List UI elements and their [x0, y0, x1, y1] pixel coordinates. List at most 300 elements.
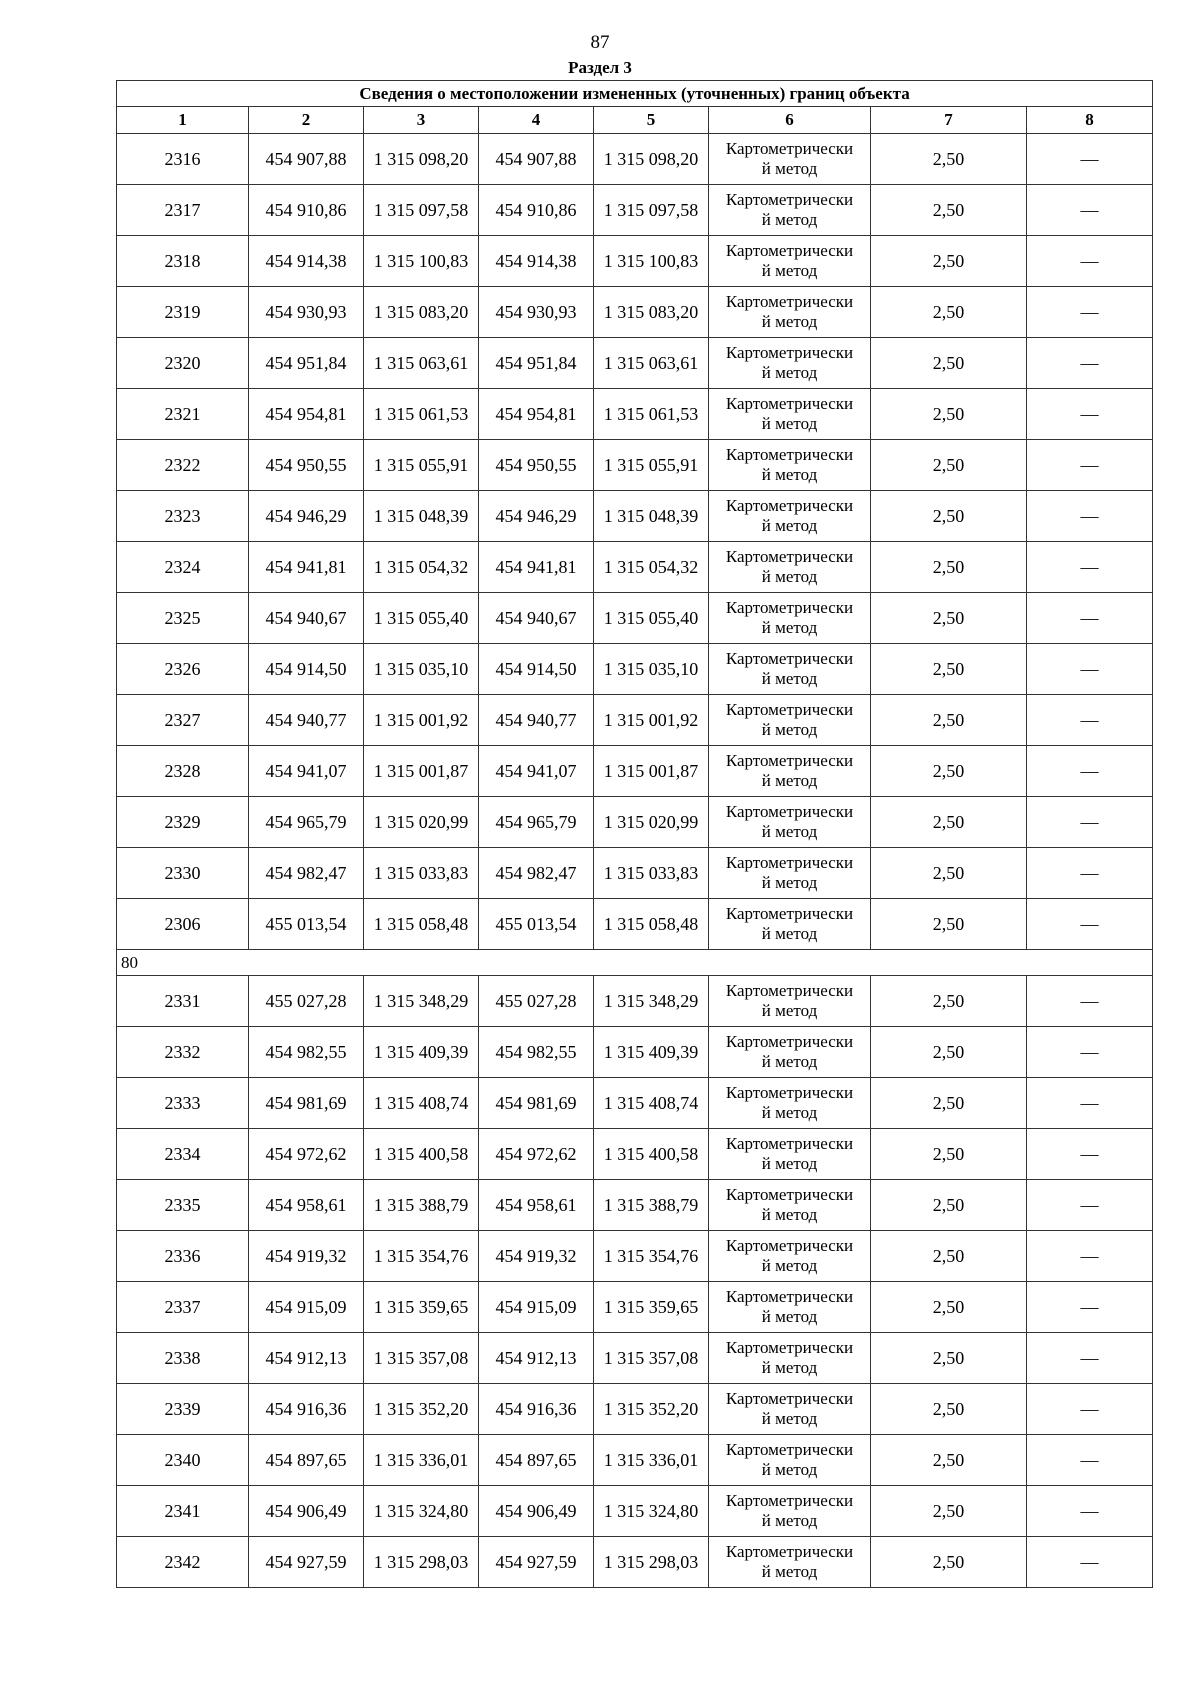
accuracy-cell: 2,50 [871, 185, 1027, 236]
note-cell: — [1027, 185, 1153, 236]
method-line-2: й метод [761, 210, 818, 229]
table-row [117, 976, 1153, 1027]
y-existing-cell: 1 315 348,29 [364, 976, 479, 1027]
table-row [117, 440, 1153, 491]
note-cell: — [1027, 848, 1153, 899]
note-cell: — [1027, 1180, 1153, 1231]
method-line-2: й метод [761, 1103, 818, 1122]
y-existing-cell: 1 315 354,76 [364, 1231, 479, 1282]
point-id-cell: 2333 [117, 1078, 249, 1129]
method-cell [709, 644, 871, 695]
method-cell [709, 1384, 871, 1435]
point-id-cell: 2334 [117, 1129, 249, 1180]
x-new-cell: 454 916,36 [479, 1384, 594, 1435]
x-existing-cell: 454 950,55 [249, 440, 364, 491]
table-row [117, 287, 1153, 338]
x-existing-cell: 454 946,29 [249, 491, 364, 542]
accuracy-cell: 2,50 [871, 1486, 1027, 1537]
x-existing-cell: 454 940,77 [249, 695, 364, 746]
x-new-cell: 454 927,59 [479, 1537, 594, 1588]
method-line-1: Картометрически [725, 751, 854, 770]
y-new-cell: 1 315 400,58 [594, 1129, 709, 1180]
table-body [117, 134, 1153, 1588]
x-existing-cell: 454 927,59 [249, 1537, 364, 1588]
column-header: 7 [871, 107, 1027, 134]
y-existing-cell: 1 315 400,58 [364, 1129, 479, 1180]
method-line-1: Картометрически [725, 1491, 854, 1510]
note-cell: — [1027, 1129, 1153, 1180]
method-line-2: й метод [761, 1154, 818, 1173]
note-cell: — [1027, 1435, 1153, 1486]
method-line-1: Картометрически [725, 853, 854, 872]
table-row [117, 338, 1153, 389]
accuracy-cell: 2,50 [871, 1231, 1027, 1282]
column-header: 4 [479, 107, 594, 134]
point-id-cell: 2341 [117, 1486, 249, 1537]
x-new-cell: 454 972,62 [479, 1129, 594, 1180]
x-existing-cell: 454 907,88 [249, 134, 364, 185]
point-id-cell: 2327 [117, 695, 249, 746]
method-line-2: й метод [761, 1460, 818, 1479]
point-id-cell: 2340 [117, 1435, 249, 1486]
x-new-cell: 454 906,49 [479, 1486, 594, 1537]
x-existing-cell: 454 941,07 [249, 746, 364, 797]
y-existing-cell: 1 315 001,92 [364, 695, 479, 746]
method-cell [709, 746, 871, 797]
accuracy-cell: 2,50 [871, 389, 1027, 440]
x-new-cell: 454 951,84 [479, 338, 594, 389]
y-existing-cell: 1 315 409,39 [364, 1027, 479, 1078]
x-new-cell: 454 914,38 [479, 236, 594, 287]
method-line-1: Картометрически [725, 496, 854, 515]
accuracy-cell: 2,50 [871, 1078, 1027, 1129]
x-existing-cell: 454 940,67 [249, 593, 364, 644]
x-new-cell: 454 958,61 [479, 1180, 594, 1231]
x-existing-cell: 454 916,36 [249, 1384, 364, 1435]
column-header-row [117, 107, 1153, 134]
x-existing-cell: 455 027,28 [249, 976, 364, 1027]
note-cell: — [1027, 746, 1153, 797]
method-line-2: й метод [761, 1562, 818, 1581]
table-row [117, 1231, 1153, 1282]
y-existing-cell: 1 315 097,58 [364, 185, 479, 236]
method-line-2: й метод [761, 1256, 818, 1275]
y-existing-cell: 1 315 100,83 [364, 236, 479, 287]
method-cell [709, 440, 871, 491]
method-cell [709, 1282, 871, 1333]
accuracy-cell: 2,50 [871, 695, 1027, 746]
accuracy-cell: 2,50 [871, 644, 1027, 695]
accuracy-cell: 2,50 [871, 1027, 1027, 1078]
note-cell: — [1027, 236, 1153, 287]
accuracy-cell: 2,50 [871, 338, 1027, 389]
y-new-cell: 1 315 020,99 [594, 797, 709, 848]
method-line-1: Картометрически [725, 1134, 854, 1153]
accuracy-cell: 2,50 [871, 1282, 1027, 1333]
table-row [117, 1027, 1153, 1078]
method-cell [709, 797, 871, 848]
method-cell [709, 1078, 871, 1129]
accuracy-cell: 2,50 [871, 1129, 1027, 1180]
y-new-cell: 1 315 100,83 [594, 236, 709, 287]
point-id-cell: 2317 [117, 185, 249, 236]
method-line-1: Картометрически [725, 1287, 854, 1306]
table-row [117, 797, 1153, 848]
y-new-cell: 1 315 001,87 [594, 746, 709, 797]
contour-number: 80 [117, 950, 1153, 976]
x-new-cell: 454 910,86 [479, 185, 594, 236]
point-id-cell: 2323 [117, 491, 249, 542]
method-line-1: Картометрически [725, 343, 854, 362]
y-new-cell: 1 315 001,92 [594, 695, 709, 746]
point-id-cell: 2321 [117, 389, 249, 440]
accuracy-cell: 2,50 [871, 1180, 1027, 1231]
point-id-cell: 2329 [117, 797, 249, 848]
y-existing-cell: 1 315 324,80 [364, 1486, 479, 1537]
table-row [117, 1180, 1153, 1231]
note-cell: — [1027, 491, 1153, 542]
note-cell: — [1027, 1282, 1153, 1333]
method-cell [709, 1231, 871, 1282]
x-new-cell: 454 941,81 [479, 542, 594, 593]
method-line-1: Картометрически [725, 445, 854, 464]
method-line-2: й метод [761, 618, 818, 637]
note-cell: — [1027, 389, 1153, 440]
y-new-cell: 1 315 033,83 [594, 848, 709, 899]
x-existing-cell: 454 906,49 [249, 1486, 364, 1537]
y-existing-cell: 1 315 055,91 [364, 440, 479, 491]
method-line-2: й метод [761, 261, 818, 280]
table-row [117, 1435, 1153, 1486]
method-line-1: Картометрически [725, 394, 854, 413]
method-line-1: Картометрически [725, 292, 854, 311]
method-cell [709, 338, 871, 389]
method-line-2: й метод [761, 1205, 818, 1224]
method-cell [709, 236, 871, 287]
point-id-cell: 2316 [117, 134, 249, 185]
y-existing-cell: 1 315 063,61 [364, 338, 479, 389]
method-cell [709, 1435, 871, 1486]
point-id-cell: 2306 [117, 899, 249, 950]
accuracy-cell: 2,50 [871, 1537, 1027, 1588]
y-new-cell: 1 315 359,65 [594, 1282, 709, 1333]
y-existing-cell: 1 315 020,99 [364, 797, 479, 848]
y-existing-cell: 1 315 061,53 [364, 389, 479, 440]
x-new-cell: 454 982,55 [479, 1027, 594, 1078]
method-cell [709, 1333, 871, 1384]
x-existing-cell: 454 914,38 [249, 236, 364, 287]
accuracy-cell: 2,50 [871, 287, 1027, 338]
table-row [117, 542, 1153, 593]
x-new-cell: 454 940,67 [479, 593, 594, 644]
column-header: 5 [594, 107, 709, 134]
x-existing-cell: 454 919,32 [249, 1231, 364, 1282]
y-existing-cell: 1 315 054,32 [364, 542, 479, 593]
point-id-cell: 2335 [117, 1180, 249, 1231]
x-existing-cell: 454 972,62 [249, 1129, 364, 1180]
y-existing-cell: 1 315 055,40 [364, 593, 479, 644]
y-existing-cell: 1 315 336,01 [364, 1435, 479, 1486]
method-line-1: Картометрически [725, 241, 854, 260]
method-cell [709, 491, 871, 542]
method-line-1: Картометрически [725, 981, 854, 1000]
method-line-2: й метод [761, 1511, 818, 1530]
table-row [117, 1333, 1153, 1384]
accuracy-cell: 2,50 [871, 797, 1027, 848]
table-row [117, 593, 1153, 644]
x-new-cell: 455 013,54 [479, 899, 594, 950]
method-cell [709, 287, 871, 338]
x-new-cell: 454 915,09 [479, 1282, 594, 1333]
accuracy-cell: 2,50 [871, 491, 1027, 542]
y-new-cell: 1 315 058,48 [594, 899, 709, 950]
y-new-cell: 1 315 048,39 [594, 491, 709, 542]
y-existing-cell: 1 315 058,48 [364, 899, 479, 950]
point-id-cell: 2328 [117, 746, 249, 797]
method-line-1: Картометрически [725, 1389, 854, 1408]
x-new-cell: 454 941,07 [479, 746, 594, 797]
boundary-coordinates-table [116, 80, 1153, 1588]
method-line-2: й метод [761, 363, 818, 382]
y-existing-cell: 1 315 098,20 [364, 134, 479, 185]
x-new-cell: 454 954,81 [479, 389, 594, 440]
method-line-1: Картометрически [725, 1440, 854, 1459]
method-cell [709, 593, 871, 644]
method-cell [709, 389, 871, 440]
method-cell [709, 1486, 871, 1537]
table-row [117, 1282, 1153, 1333]
method-line-1: Картометрически [725, 1338, 854, 1357]
x-existing-cell: 454 982,55 [249, 1027, 364, 1078]
note-cell: — [1027, 1027, 1153, 1078]
x-new-cell: 454 946,29 [479, 491, 594, 542]
method-line-1: Картометрически [725, 598, 854, 617]
page-number: 87 [590, 32, 610, 53]
table-row [117, 236, 1153, 287]
accuracy-cell: 2,50 [871, 134, 1027, 185]
method-line-2: й метод [761, 516, 818, 535]
method-line-1: Картометрически [725, 1542, 854, 1561]
point-id-cell: 2331 [117, 976, 249, 1027]
x-existing-cell: 455 013,54 [249, 899, 364, 950]
table-caption: Сведения о местоположении измененных (уточненных) границ объекта [117, 81, 1153, 107]
x-new-cell: 454 982,47 [479, 848, 594, 899]
x-existing-cell: 454 914,50 [249, 644, 364, 695]
note-cell: — [1027, 1333, 1153, 1384]
accuracy-cell: 2,50 [871, 1333, 1027, 1384]
table-row [117, 695, 1153, 746]
note-cell: — [1027, 542, 1153, 593]
x-new-cell: 454 965,79 [479, 797, 594, 848]
column-header: 6 [709, 107, 871, 134]
method-line-2: й метод [761, 465, 818, 484]
method-line-2: й метод [761, 567, 818, 586]
y-new-cell: 1 315 055,40 [594, 593, 709, 644]
table-row [117, 848, 1153, 899]
table-row [117, 491, 1153, 542]
y-new-cell: 1 315 324,80 [594, 1486, 709, 1537]
method-line-1: Картометрически [725, 1236, 854, 1255]
point-id-cell: 2326 [117, 644, 249, 695]
note-cell: — [1027, 134, 1153, 185]
section-title: Раздел 3 [568, 58, 632, 77]
method-cell [709, 185, 871, 236]
note-cell: — [1027, 1231, 1153, 1282]
y-new-cell: 1 315 055,91 [594, 440, 709, 491]
note-cell: — [1027, 644, 1153, 695]
column-header: 2 [249, 107, 364, 134]
y-existing-cell: 1 315 352,20 [364, 1384, 479, 1435]
x-existing-cell: 454 897,65 [249, 1435, 364, 1486]
note-cell: — [1027, 695, 1153, 746]
x-new-cell: 454 950,55 [479, 440, 594, 491]
note-cell: — [1027, 899, 1153, 950]
x-new-cell: 454 914,50 [479, 644, 594, 695]
point-id-cell: 2325 [117, 593, 249, 644]
y-new-cell: 1 315 348,29 [594, 976, 709, 1027]
note-cell: — [1027, 1537, 1153, 1588]
y-existing-cell: 1 315 359,65 [364, 1282, 479, 1333]
note-cell: — [1027, 797, 1153, 848]
method-line-1: Картометрически [725, 700, 854, 719]
method-cell [709, 899, 871, 950]
method-line-2: й метод [761, 873, 818, 892]
point-id-cell: 2338 [117, 1333, 249, 1384]
method-cell [709, 695, 871, 746]
table-row [117, 1078, 1153, 1129]
accuracy-cell: 2,50 [871, 976, 1027, 1027]
method-line-1: Картометрически [725, 802, 854, 821]
method-line-2: й метод [761, 159, 818, 178]
point-id-cell: 2330 [117, 848, 249, 899]
accuracy-cell: 2,50 [871, 593, 1027, 644]
point-id-cell: 2336 [117, 1231, 249, 1282]
method-cell [709, 1537, 871, 1588]
table-row [117, 389, 1153, 440]
x-existing-cell: 454 915,09 [249, 1282, 364, 1333]
x-existing-cell: 454 981,69 [249, 1078, 364, 1129]
contour-group-row [117, 950, 1153, 976]
y-new-cell: 1 315 298,03 [594, 1537, 709, 1588]
accuracy-cell: 2,50 [871, 1435, 1027, 1486]
x-existing-cell: 454 951,84 [249, 338, 364, 389]
point-id-cell: 2342 [117, 1537, 249, 1588]
column-header: 8 [1027, 107, 1153, 134]
y-existing-cell: 1 315 408,74 [364, 1078, 479, 1129]
x-existing-cell: 454 954,81 [249, 389, 364, 440]
method-line-2: й метод [761, 1358, 818, 1377]
method-line-1: Картометрически [725, 547, 854, 566]
accuracy-cell: 2,50 [871, 746, 1027, 797]
accuracy-cell: 2,50 [871, 440, 1027, 491]
x-new-cell: 454 940,77 [479, 695, 594, 746]
method-line-2: й метод [761, 822, 818, 841]
method-cell [709, 134, 871, 185]
accuracy-cell: 2,50 [871, 899, 1027, 950]
note-cell: — [1027, 593, 1153, 644]
x-new-cell: 454 919,32 [479, 1231, 594, 1282]
note-cell: — [1027, 976, 1153, 1027]
x-existing-cell: 454 930,93 [249, 287, 364, 338]
method-cell [709, 1129, 871, 1180]
y-existing-cell: 1 315 357,08 [364, 1333, 479, 1384]
y-existing-cell: 1 315 033,83 [364, 848, 479, 899]
x-existing-cell: 454 965,79 [249, 797, 364, 848]
table-row [117, 1129, 1153, 1180]
x-existing-cell: 454 910,86 [249, 185, 364, 236]
table-row [117, 1384, 1153, 1435]
y-existing-cell: 1 315 048,39 [364, 491, 479, 542]
y-new-cell: 1 315 388,79 [594, 1180, 709, 1231]
y-existing-cell: 1 315 298,03 [364, 1537, 479, 1588]
method-line-1: Картометрически [725, 649, 854, 668]
y-new-cell: 1 315 098,20 [594, 134, 709, 185]
table-row [117, 644, 1153, 695]
method-line-1: Картометрически [725, 1083, 854, 1102]
y-new-cell: 1 315 357,08 [594, 1333, 709, 1384]
note-cell: — [1027, 287, 1153, 338]
point-id-cell: 2318 [117, 236, 249, 287]
y-existing-cell: 1 315 035,10 [364, 644, 479, 695]
y-new-cell: 1 315 352,20 [594, 1384, 709, 1435]
y-new-cell: 1 315 336,01 [594, 1435, 709, 1486]
y-new-cell: 1 315 097,58 [594, 185, 709, 236]
point-id-cell: 2332 [117, 1027, 249, 1078]
y-new-cell: 1 315 061,53 [594, 389, 709, 440]
table-row [117, 134, 1153, 185]
x-existing-cell: 454 958,61 [249, 1180, 364, 1231]
method-line-2: й метод [761, 1001, 818, 1020]
note-cell: — [1027, 338, 1153, 389]
method-cell [709, 1180, 871, 1231]
note-cell: — [1027, 1078, 1153, 1129]
note-cell: — [1027, 1486, 1153, 1537]
x-new-cell: 454 897,65 [479, 1435, 594, 1486]
y-existing-cell: 1 315 083,20 [364, 287, 479, 338]
y-existing-cell: 1 315 388,79 [364, 1180, 479, 1231]
x-existing-cell: 454 941,81 [249, 542, 364, 593]
method-cell [709, 1027, 871, 1078]
note-cell: — [1027, 1384, 1153, 1435]
y-new-cell: 1 315 083,20 [594, 287, 709, 338]
accuracy-cell: 2,50 [871, 1384, 1027, 1435]
point-id-cell: 2320 [117, 338, 249, 389]
table-row [117, 746, 1153, 797]
x-existing-cell: 454 912,13 [249, 1333, 364, 1384]
method-line-2: й метод [761, 720, 818, 739]
accuracy-cell: 2,50 [871, 542, 1027, 593]
method-line-2: й метод [761, 1052, 818, 1071]
y-new-cell: 1 315 408,74 [594, 1078, 709, 1129]
table-row [117, 1486, 1153, 1537]
table-row [117, 1537, 1153, 1588]
y-existing-cell: 1 315 001,87 [364, 746, 479, 797]
method-line-1: Картометрически [725, 904, 854, 923]
method-cell [709, 848, 871, 899]
method-line-1: Картометрически [725, 190, 854, 209]
point-id-cell: 2319 [117, 287, 249, 338]
x-new-cell: 454 981,69 [479, 1078, 594, 1129]
method-line-2: й метод [761, 312, 818, 331]
method-cell [709, 976, 871, 1027]
method-line-2: й метод [761, 1307, 818, 1326]
point-id-cell: 2339 [117, 1384, 249, 1435]
accuracy-cell: 2,50 [871, 236, 1027, 287]
y-new-cell: 1 315 354,76 [594, 1231, 709, 1282]
column-header: 1 [117, 107, 249, 134]
method-line-2: й метод [761, 771, 818, 790]
method-line-1: Картометрически [725, 1185, 854, 1204]
